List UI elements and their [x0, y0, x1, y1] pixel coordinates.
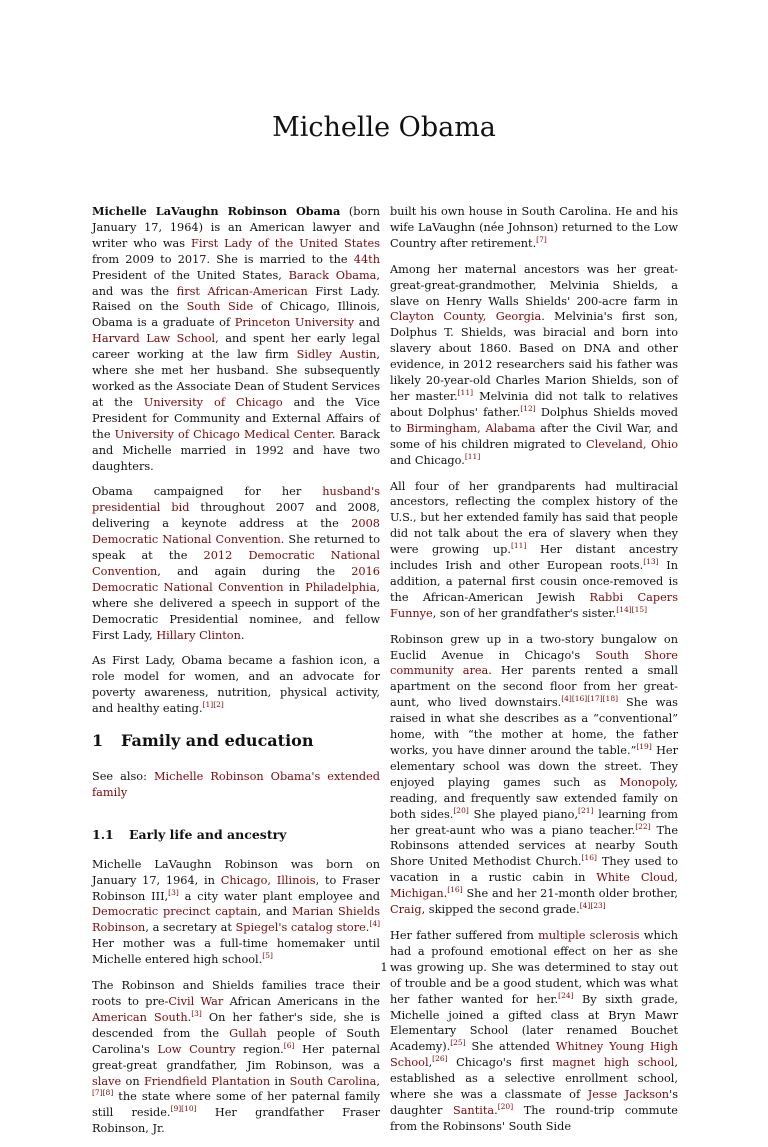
- section-title: Family and education: [121, 731, 314, 751]
- section-number: 1: [92, 731, 104, 751]
- link-2016-dnc[interactable]: 2016 Democratic National Convention: [92, 564, 380, 594]
- link-white-cloud-michigan[interactable]: White Cloud, Michigan: [390, 871, 678, 901]
- link-south-shore[interactable]: South Shore community area: [390, 648, 678, 678]
- link-harvard-law[interactable]: Harvard Law School: [92, 332, 216, 346]
- grandparents-paragraph: All four of her grandparents had multiracial ancestors, reflecting the complex history of the U.S., but her extended family has said that people did not talk about the era of slavery when they were growing up.[11] Her distant ancestry includes Irish and other European roots.[13] In addition, a paternal first cousin once-removed is the African-American Jewish Rabbi Capers Funnye, son of her grandfather's sister.[14][15]: [390, 479, 678, 620]
- link-rabbi-capers-funnye[interactable]: Rabbi Capers Funnye: [390, 590, 678, 620]
- first-lady-paragraph: As First Lady, Obama became a fashion icon, a role model for women, and an advocate for poverty awareness, nutrition, physical activity, and healthy eating.[1][2]: [92, 654, 380, 716]
- link-first-african-american[interactable]: first African-American: [176, 284, 308, 298]
- citation[interactable]: [4]: [369, 919, 381, 929]
- citation[interactable]: [19]: [636, 742, 652, 752]
- link-gullah[interactable]: Gullah: [229, 1026, 267, 1040]
- childhood-paragraph: Robinson grew up in a two-story bungalow on Euclid Avenue in Chicago's South Shore community area. Her parents rented a small apartment on the second floor from her great-aunt, who lived downstairs.[4][16][17][18] She was raised in what she describes as a “conventional” home, with “the mother at home, the father works, you have dinner around the table.”[19] Her elementary school was down the street. They enjoyed playing games such as Monopoly, reading, and frequently saw extended family on both sides.[20] She played piano,[21] learning from her great-aunt who was a piano teacher.[22] The Robinsons attended services at nearby South Shore United Methodist Church.[16] They used to vacation in a rustic cabin in White Cloud, Michigan.[16] She and her 21-month older brother, Craig, skipped the second grade.[4][23]: [390, 632, 679, 917]
- link-2012-dnc[interactable]: 2012 Democratic National Convention: [92, 549, 381, 578]
- link-birmingham-alabama[interactable]: Birmingham, Alabama: [406, 421, 536, 435]
- link-spiegel-catalog[interactable]: Spiegel's catalog store: [235, 921, 366, 935]
- citation[interactable]: [9][10]: [170, 1104, 197, 1114]
- citation[interactable]: [13]: [643, 557, 659, 567]
- link-monopoly[interactable]: Monopoly: [619, 775, 675, 789]
- link-south-carolina[interactable]: South Carolina: [289, 1074, 377, 1088]
- subsection-heading: [92, 827, 380, 843]
- citation[interactable]: [11]: [464, 451, 481, 461]
- link-santita[interactable]: Santita: [452, 1103, 495, 1117]
- citation[interactable]: [11]: [457, 388, 474, 398]
- link-hillary-clinton[interactable]: Hillary Clinton: [156, 628, 241, 642]
- school-paragraph: Her father suffered from multiple sclerosis which had a profound emotional effect on her as she was growing up. She was determined to stay out of trouble and be a good student, which was what her father wanted for her.[24] By sixth grade, Michelle joined a gifted class at Bryn Mawr Elementary School (later renamed Bouchet Academy).[25] She attended Whitney Young High School,[26] Chicago's first magnet high school, established as a selective enrollment school, where she was a classmate of Jesse Jackson's daughter Santita.[20] The round-trip commute from the Robinsons' South Side: [390, 928, 679, 1133]
- citation[interactable]: [4][23]: [579, 901, 606, 911]
- link-extended-family[interactable]: Michelle Robinson Obama's extended family: [92, 770, 380, 799]
- subsection-title: Early life and ancestry: [129, 826, 287, 842]
- link-jesse-jackson[interactable]: Jesse Jackson: [587, 1088, 670, 1102]
- citation[interactable]: [24]: [558, 990, 574, 1000]
- citation[interactable]: [11]: [510, 541, 527, 551]
- intro-paragraph: Michelle LaVaughn Robinson Obama (born January 17, 1964) is an American lawyer and writer who was First Lady of the United States from 2009 to 2017. She is married to the 44th President of the United States, Barack Obama, and was the first African-American First Lady. Raised on the South Side of Chicago, Illinois, Obama is a graduate of Princeton University and Harvard Law School, and spent her early legal career working at the law firm Sidley Austin, where she met her husband. She subsequently worked as the Associate Dean of Student Services at the University of Chicago and the Vice President for Community and External Affairs of the University of Chicago Medical Center. Barack and Michelle married in 1992 and have two daughters.: [92, 204, 381, 473]
- link-44th[interactable]: 44th: [353, 252, 380, 266]
- citation[interactable]: [12]: [520, 404, 536, 414]
- birth-paragraph: Michelle LaVaughn Robinson was born on January 17, 1964, in Chicago, Illinois, to Fraser Robinson III,[3] a city water plant employee and Democratic precinct captain, and Marian Shields Robinson, a secretary at Spiegel's catalog store.[4] Her mother was a full-time homemaker until Michelle entered high school.[5]: [92, 857, 381, 967]
- retirement-paragraph: built his own house in South Carolina. He and his wife LaVaughn (née Johnson) returned to the Low Country after retirement.[7]: [390, 205, 678, 250]
- citation[interactable]: [26]: [432, 1054, 448, 1064]
- citation[interactable]: [14][15]: [616, 604, 648, 614]
- subject-name: Michelle LaVaughn Robinson Obama: [92, 204, 341, 218]
- link-craig[interactable]: Craig: [390, 903, 422, 917]
- link-university-of-chicago[interactable]: University of Chicago: [143, 395, 283, 409]
- citation[interactable]: [6]: [283, 1040, 295, 1050]
- campaign-paragraph: Obama campaigned for her husband's presidential bid throughout 2007 and 2008, delivering a keynote address at the 2008 Democratic National Convention. She returned to speak at the 2012 Democratic National Convention, and again during the 2016 Democratic National Convention in Philadelphia, where she delivered a speech in support of the Democratic Presidential nominee, and fellow First Lady, Hillary Clinton.: [92, 485, 381, 642]
- page-title: Michelle Obama: [272, 112, 496, 143]
- link-presidential-bid[interactable]: husband's presidential bid: [92, 485, 380, 515]
- subsection-number: 1.1: [92, 826, 114, 842]
- citation[interactable]: [20]: [453, 805, 469, 815]
- link-marian-shields-robinson[interactable]: Marian Shields Robinson: [92, 905, 380, 935]
- section-heading: [92, 733, 380, 749]
- link-magnet-high-school[interactable]: magnet high school: [552, 1056, 675, 1070]
- link-uchicago-medical-center[interactable]: University of Chicago Medical Center: [114, 427, 332, 441]
- citation[interactable]: [7][8]: [92, 1088, 114, 1098]
- link-american-south[interactable]: American South: [92, 1010, 188, 1024]
- link-civil-war[interactable]: Civil War: [168, 994, 224, 1008]
- link-sidley-austin[interactable]: Sidley Austin: [296, 348, 377, 362]
- citation[interactable]: [22]: [635, 821, 651, 831]
- link-friendfield-plantation[interactable]: Friendfield Plantation: [143, 1074, 271, 1088]
- citation[interactable]: [25]: [450, 1038, 466, 1048]
- link-first-lady[interactable]: First Lady of the United States: [191, 236, 380, 250]
- link-chicago-illinois[interactable]: Chicago, Illinois: [220, 873, 316, 887]
- link-clayton-county[interactable]: Clayton County, Georgia: [390, 310, 542, 324]
- citation[interactable]: [5]: [262, 951, 273, 961]
- citation[interactable]: [20]: [497, 1102, 514, 1112]
- link-precinct-captain[interactable]: Democratic precinct captain: [92, 905, 258, 919]
- link-whitney-young[interactable]: Whitney Young High School: [390, 1040, 678, 1070]
- citation[interactable]: [21]: [578, 805, 594, 815]
- citation[interactable]: [3]: [191, 1009, 202, 1019]
- link-2008-dnc[interactable]: 2008 Democratic National Convention: [92, 517, 380, 547]
- roots-paragraph: The Robinson and Shields families trace their roots to pre-Civil War African Americans in the American South.[3] On her father's side, she is descended from the Gullah people of South Carolina's Low Country region.[6] Her paternal great-great grandfather, Jim Robinson, was a slave on Friendfield Plantation in South Carolina,[7][8] the state where some of her paternal family still reside.[9][10] Her grandfather Fraser Robinson, Jr.: [92, 979, 380, 1136]
- citation[interactable]: [16]: [581, 853, 597, 863]
- citation[interactable]: [3]: [168, 887, 179, 897]
- link-slave[interactable]: slave: [92, 1074, 122, 1088]
- link-multiple-sclerosis[interactable]: multiple sclerosis: [538, 928, 640, 942]
- link-barack-obama[interactable]: Barack Obama: [288, 268, 377, 282]
- see-also: See also: Michelle Robinson Obama's extended family: [92, 770, 380, 799]
- citation[interactable]: [4][16][17][18]: [561, 694, 619, 704]
- citation[interactable]: [16]: [447, 885, 463, 895]
- right-column: [390, 204, 678, 1145]
- link-cleveland-ohio[interactable]: Cleveland, Ohio: [586, 437, 678, 451]
- link-princeton[interactable]: Princeton University: [234, 316, 355, 330]
- citation[interactable]: [1][2]: [202, 700, 224, 710]
- link-low-country[interactable]: Low Country: [157, 1042, 236, 1056]
- link-philadelphia[interactable]: Philadelphia: [305, 580, 377, 594]
- citation[interactable]: [7]: [536, 235, 547, 245]
- link-south-side[interactable]: South Side: [186, 300, 254, 314]
- left-column: [92, 204, 380, 1147]
- page-number: 1: [380, 960, 388, 974]
- maternal-ancestors-paragraph: Among her maternal ancestors was her great-great-great-grandmother, Melvinia Shields, a slave on Henry Walls Shields' 200-acre farm in Clayton County, Georgia. Melvinia's first son, Dolphus T. Shields, was biracial and born into slavery about 1860. Based on DNA and other evidence, in 2012 researchers said his father was likely 20-year-old Charles Marion Shields, son of her master.[11] Melvinia did not talk to relatives about Dolphus' father.[12] Dolphus Shields moved to Birmingham, Alabama after the Civil War, and some of his children migrated to Cleveland, Ohio and Chicago.[11]: [390, 262, 679, 467]
